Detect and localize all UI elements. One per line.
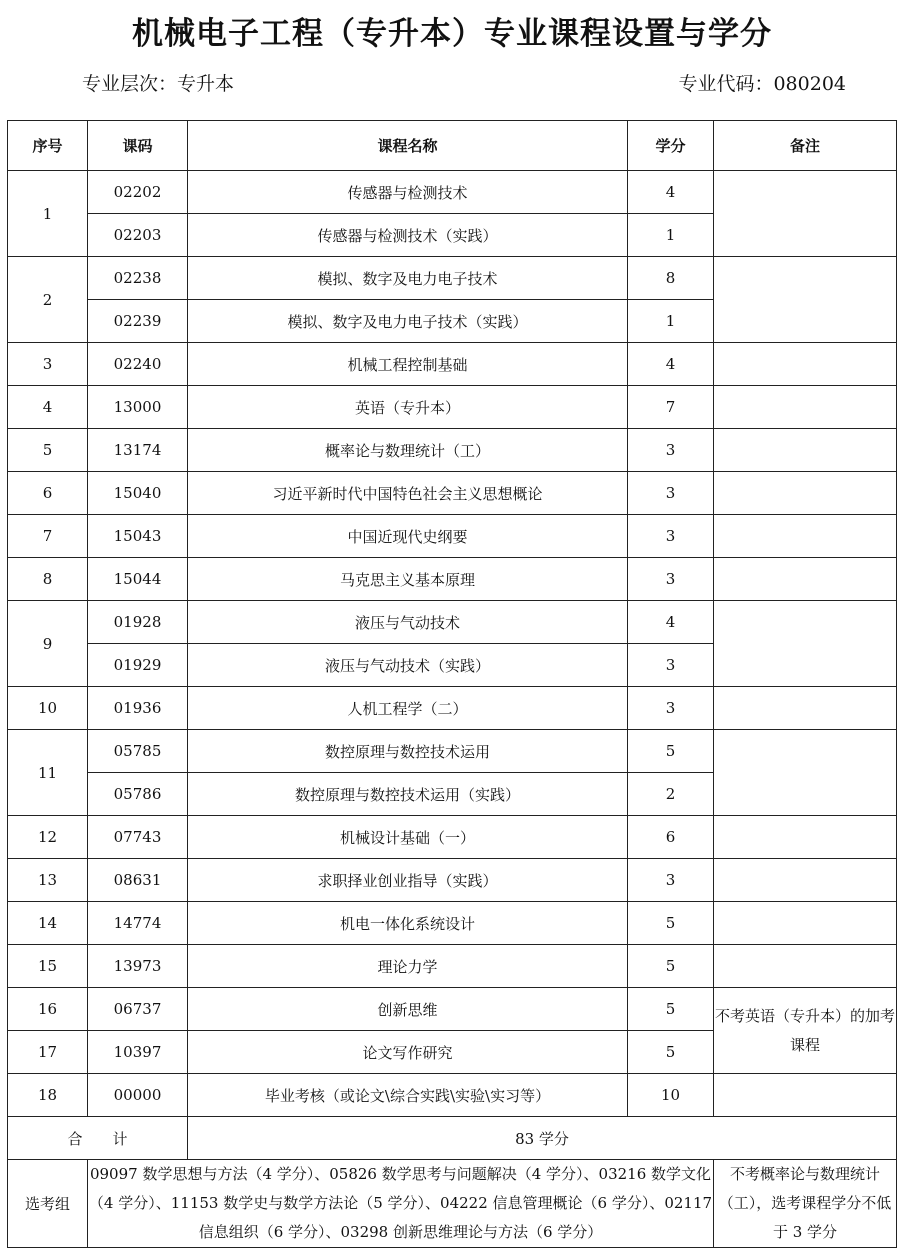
table-row xyxy=(8,902,897,945)
code-cell: 02203 xyxy=(88,214,188,257)
credit-cell: 3 xyxy=(628,687,714,730)
seq-cell: 13 xyxy=(8,859,88,902)
seq-cell: 7 xyxy=(8,515,88,558)
seq-cell: 16 xyxy=(8,988,88,1031)
header-credit: 学分 xyxy=(628,121,714,171)
credit-cell: 1 xyxy=(628,300,714,343)
note-cell xyxy=(714,816,897,859)
name-cell: 概率论与数理统计（工） xyxy=(188,429,628,472)
code-cell: 01929 xyxy=(88,644,188,687)
note-cell xyxy=(714,343,897,386)
seq-cell: 5 xyxy=(8,429,88,472)
credit-cell: 4 xyxy=(628,601,714,644)
code-cell: 02238 xyxy=(88,257,188,300)
name-cell: 传感器与检测技术 xyxy=(188,171,628,214)
code-cell: 13000 xyxy=(88,386,188,429)
credit-cell: 4 xyxy=(628,171,714,214)
seq-cell: 17 xyxy=(8,1031,88,1074)
note-cell xyxy=(714,1074,897,1117)
credit-cell: 7 xyxy=(628,386,714,429)
seq-cell: 4 xyxy=(8,386,88,429)
elective-note: 不考概率论与数理统计（工），选考课程学分不低于 3 学分 xyxy=(714,1160,897,1248)
code-cell: 00000 xyxy=(88,1074,188,1117)
header-seq: 序号 xyxy=(8,121,88,171)
name-cell: 创新思维 xyxy=(188,988,628,1031)
credit-cell: 3 xyxy=(628,515,714,558)
credit-cell: 2 xyxy=(628,773,714,816)
note-cell xyxy=(714,730,897,816)
note-cell xyxy=(714,902,897,945)
name-cell: 液压与气动技术（实践） xyxy=(188,644,628,687)
note-cell xyxy=(714,945,897,988)
seq-cell: 1 xyxy=(8,171,88,257)
credit-cell: 5 xyxy=(628,730,714,773)
name-cell: 机电一体化系统设计 xyxy=(188,902,628,945)
name-cell: 马克思主义基本原理 xyxy=(188,558,628,601)
course-body xyxy=(8,171,897,1117)
note-cell xyxy=(714,171,897,257)
name-cell: 理论力学 xyxy=(188,945,628,988)
name-cell: 论文写作研究 xyxy=(188,1031,628,1074)
name-cell: 人机工程学（二） xyxy=(188,687,628,730)
credit-cell: 3 xyxy=(628,472,714,515)
code-cell: 15043 xyxy=(88,515,188,558)
code-cell: 15044 xyxy=(88,558,188,601)
seq-cell: 10 xyxy=(8,687,88,730)
note-cell xyxy=(714,429,897,472)
table-row xyxy=(8,601,897,644)
name-cell: 英语（专升本） xyxy=(188,386,628,429)
code-cell: 05785 xyxy=(88,730,188,773)
table-row xyxy=(8,472,897,515)
name-cell: 模拟、数字及电力电子技术 xyxy=(188,257,628,300)
table-row xyxy=(8,558,897,601)
table-row xyxy=(8,386,897,429)
credit-cell: 1 xyxy=(628,214,714,257)
code-cell: 06737 xyxy=(88,988,188,1031)
name-cell: 液压与气动技术 xyxy=(188,601,628,644)
code-cell: 15040 xyxy=(88,472,188,515)
seq-cell: 6 xyxy=(8,472,88,515)
code-cell: 02239 xyxy=(88,300,188,343)
seq-cell: 14 xyxy=(8,902,88,945)
header-name: 课程名称 xyxy=(188,121,628,171)
page-title: 机械电子工程（专升本）专业课程设置与学分 xyxy=(132,16,772,52)
table-row xyxy=(8,687,897,730)
code-cell: 10397 xyxy=(88,1031,188,1074)
major-code: 专业代码：080204 xyxy=(678,73,846,95)
name-cell: 数控原理与数控技术运用（实践） xyxy=(188,773,628,816)
table-row xyxy=(8,343,897,386)
seq-cell: 3 xyxy=(8,343,88,386)
table-row xyxy=(8,730,897,773)
name-cell: 模拟、数字及电力电子技术（实践） xyxy=(188,300,628,343)
credit-cell: 6 xyxy=(628,816,714,859)
seq-cell: 12 xyxy=(8,816,88,859)
name-cell: 数控原理与数控技术运用 xyxy=(188,730,628,773)
credit-cell: 5 xyxy=(628,988,714,1031)
credit-cell: 5 xyxy=(628,902,714,945)
name-cell: 机械设计基础（一） xyxy=(188,816,628,859)
credit-cell: 3 xyxy=(628,429,714,472)
table-row xyxy=(8,859,897,902)
name-cell: 机械工程控制基础 xyxy=(188,343,628,386)
course-table xyxy=(7,120,897,1248)
seq-cell: 18 xyxy=(8,1074,88,1117)
credit-cell: 3 xyxy=(628,558,714,601)
name-cell: 传感器与检测技术（实践） xyxy=(188,214,628,257)
credit-cell: 8 xyxy=(628,257,714,300)
name-cell: 求职择业创业指导（实践） xyxy=(188,859,628,902)
name-cell: 中国近现代史纲要 xyxy=(188,515,628,558)
elective-courses: 09097 数学思想与方法（4 学分）、05826 数学思考与问题解决（4 学分）、03216 数学文化（4 学分）、11153 数学史与数学方法论（5 学分）、04222 信息管理概论（6 学分）、02117 信息组织（6 学分）、03298 创新思维理论与方法（6 学分） xyxy=(88,1160,714,1248)
code-cell: 01936 xyxy=(88,687,188,730)
code-cell: 13973 xyxy=(88,945,188,988)
seq-cell: 15 xyxy=(8,945,88,988)
note-cell: 不考英语（专升本）的加考课程 xyxy=(714,988,897,1074)
note-cell xyxy=(714,515,897,558)
table-row xyxy=(8,945,897,988)
elective-row xyxy=(8,1160,897,1248)
note-cell xyxy=(714,601,897,687)
credit-cell: 3 xyxy=(628,859,714,902)
credit-cell: 4 xyxy=(628,343,714,386)
table-row xyxy=(8,429,897,472)
note-cell xyxy=(714,472,897,515)
header-row xyxy=(8,121,897,171)
code-cell: 13174 xyxy=(88,429,188,472)
code-cell: 08631 xyxy=(88,859,188,902)
name-cell: 习近平新时代中国特色社会主义思想概论 xyxy=(188,472,628,515)
credit-cell: 10 xyxy=(628,1074,714,1117)
credit-cell: 5 xyxy=(628,1031,714,1074)
code-cell: 01928 xyxy=(88,601,188,644)
code-cell: 02240 xyxy=(88,343,188,386)
total-value: 83 学分 xyxy=(188,1117,897,1160)
note-cell xyxy=(714,386,897,429)
table-row xyxy=(8,515,897,558)
total-row xyxy=(8,1117,897,1160)
header-code: 课码 xyxy=(88,121,188,171)
credit-cell: 5 xyxy=(628,945,714,988)
credit-cell: 3 xyxy=(628,644,714,687)
table-row xyxy=(8,816,897,859)
note-cell xyxy=(714,859,897,902)
seq-cell: 9 xyxy=(8,601,88,687)
note-cell xyxy=(714,257,897,343)
seq-cell: 8 xyxy=(8,558,88,601)
code-cell: 05786 xyxy=(88,773,188,816)
elective-label: 选考组 xyxy=(8,1160,88,1248)
note-cell xyxy=(714,558,897,601)
table-row xyxy=(8,1074,897,1117)
code-cell: 07743 xyxy=(88,816,188,859)
table-row xyxy=(8,171,897,214)
code-cell: 02202 xyxy=(88,171,188,214)
name-cell: 毕业考核（或论文\综合实践\实验\实习等） xyxy=(188,1074,628,1117)
header-note: 备注 xyxy=(714,121,897,171)
seq-cell: 11 xyxy=(8,730,88,816)
note-cell xyxy=(714,687,897,730)
total-label: 合 计 xyxy=(8,1117,188,1160)
major-level: 专业层次：专升本 xyxy=(82,73,235,95)
table-row xyxy=(8,988,897,1031)
table-row xyxy=(8,257,897,300)
code-cell: 14774 xyxy=(88,902,188,945)
seq-cell: 2 xyxy=(8,257,88,343)
